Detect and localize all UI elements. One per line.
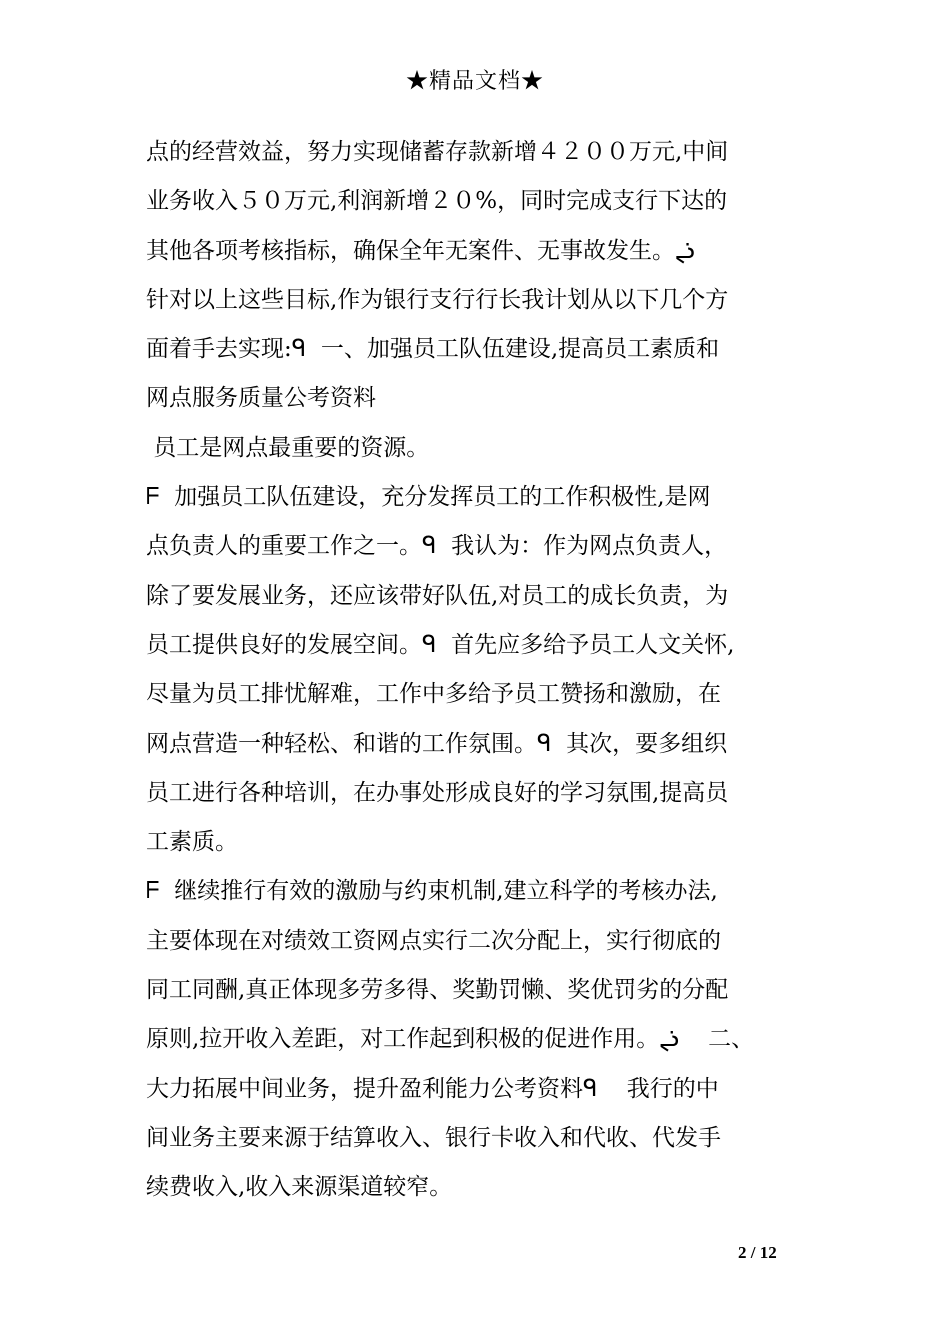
page-header: ★精品文档★: [405, 69, 544, 94]
text-line: 面着手去实现:ᑫ 一、加强员工队伍建设,提高员工素质和: [146, 336, 720, 363]
text-line: 针对以上这些目标,作为银行支行行长我计划从以下几个方: [146, 286, 729, 313]
text-line: 点负责人的重要工作之一。ᑫ 我认为：作为网点负责人，: [146, 533, 728, 560]
text-line: 尽量为员工排忧解难，工作中多给予员工赞扬和激励，在: [146, 681, 721, 708]
text-line: 原则,拉开收入差距，对工作起到积极的促进作用。ᖣ 二、: [146, 1026, 755, 1053]
text-line: 除了要发展业务，还应该带好队伍,对员工的成长负责，为: [146, 582, 729, 609]
text-line: 网点服务质量公考资料: [146, 385, 376, 412]
text-line: 员工进行各种培训，在办事处形成良好的学习氛围,提高员: [146, 779, 729, 806]
text-line: 业务收入５０万元,利润新增２０%，同时完成支行下达的: [146, 188, 728, 215]
text-line: 续费收入,收入来源渠道较窄。: [146, 1174, 453, 1201]
text-line: ᖴ 继续推行有效的激励与约束机制,建立科学的考核办法,: [146, 878, 718, 905]
text-line: 其他各项考核指标，确保全年无案件、无事故发生。ᖣ: [146, 237, 695, 264]
body-text: [146, 128, 826, 1213]
text-line: 同工同酬,真正体现多劳多得、奖勤罚懒、奖优罚劣的分配: [146, 977, 729, 1004]
text-line: 员工提供良好的发展空间。ᑫ 首先应多给予员工人文关怀,: [146, 631, 735, 658]
text-line: 大力拓展中间业务，提升盈利能力公考资料ᑫ 我行的中: [146, 1075, 719, 1102]
text-line: 主要体现在对绩效工资网点实行二次分配上，实行彻底的: [146, 927, 721, 954]
text-line: ᖴ 加强员工队伍建设，充分发挥员工的工作积极性,是网: [146, 484, 711, 511]
page-number: 2 / 12: [738, 1243, 777, 1262]
text-line: 员工是网点最重要的资源。: [146, 434, 430, 461]
text-line: 工素质。: [146, 829, 238, 856]
text-line: 网点营造一种轻松、和谐的工作氛围。ᑫ 其次，要多组织: [146, 730, 728, 757]
text-line: 间业务主要来源于结算收入、银行卡收入和代收、代发手: [146, 1124, 721, 1151]
text-line: 点的经营效益，努力实现储蓄存款新增４２００万元,中间: [146, 139, 729, 165]
